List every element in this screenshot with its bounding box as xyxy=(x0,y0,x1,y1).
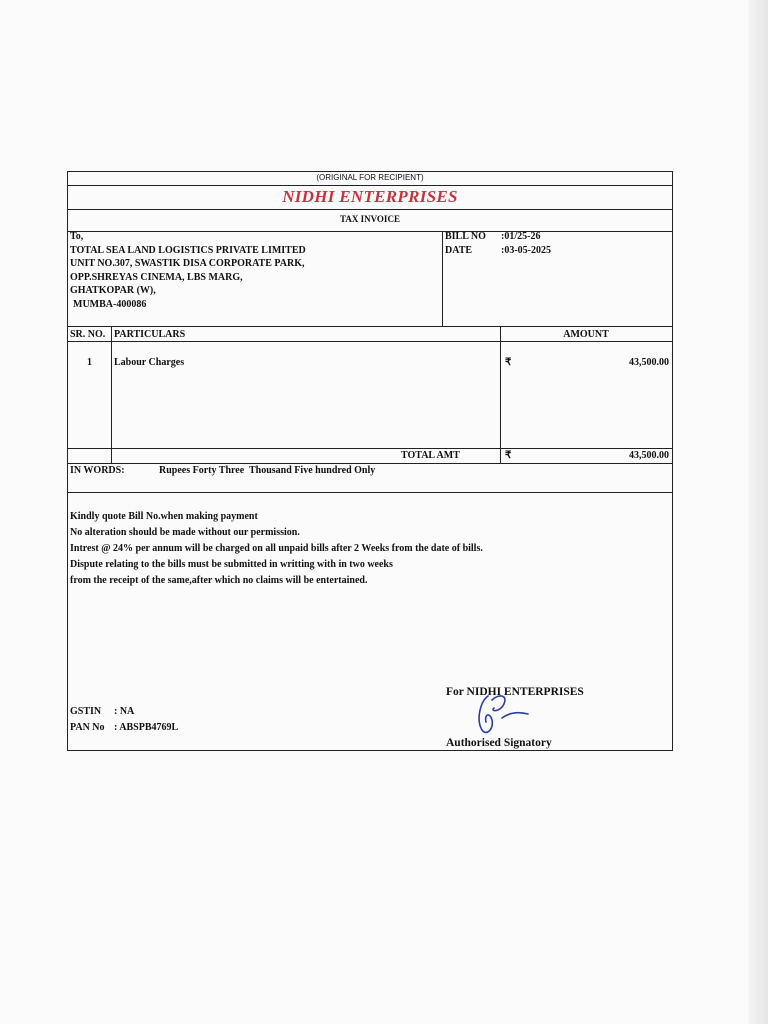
invoice-frame xyxy=(67,171,673,751)
term-line: Kindly quote Bill No.when making payment xyxy=(70,511,258,522)
recipient-line: OPP.SHREYAS CINEMA, LBS MARG, xyxy=(70,271,243,283)
divider xyxy=(68,492,672,493)
divider xyxy=(500,326,501,464)
term-line: No alteration should be made without our permission. xyxy=(70,527,300,538)
signature-icon xyxy=(468,690,538,740)
col-header-amount: AMOUNT xyxy=(563,329,609,340)
bill-no-value: :01/25-26 xyxy=(501,231,541,242)
divider xyxy=(68,341,672,342)
gstin-value: : NA xyxy=(114,706,135,717)
total-label: TOTAL AMT xyxy=(401,450,460,461)
total-amount: 43,500.00 xyxy=(629,450,669,461)
bill-no-label: BILL NO xyxy=(445,231,486,242)
copy-label-row xyxy=(68,172,672,186)
terms-block xyxy=(70,509,483,589)
pan-value: : ABSPB4769L xyxy=(114,722,179,733)
doc-type: TAX INVOICE xyxy=(340,214,400,224)
pan-label: PAN No xyxy=(70,722,105,733)
gstin-label: GSTIN xyxy=(70,706,102,717)
doc-type-row xyxy=(68,209,672,232)
in-words-label: IN WORDS: xyxy=(70,465,125,476)
divider xyxy=(68,448,672,449)
divider xyxy=(111,326,112,464)
page-edge xyxy=(748,0,768,1024)
col-header-srno: SR. NO. xyxy=(70,329,106,340)
col-header-particulars: PARTICULARS xyxy=(114,329,186,340)
bill-labels xyxy=(445,230,486,257)
copy-label: (ORIGINAL FOR RECIPIENT) xyxy=(316,173,424,182)
tax-ids xyxy=(70,704,178,736)
row-amount: 43,500.00 xyxy=(629,357,669,368)
to-label: To, xyxy=(70,231,84,242)
term-line: from the receipt of the same,after which no claims will be entertained. xyxy=(70,575,368,586)
recipient-line: MUMBA-400086 xyxy=(73,298,147,310)
for-company: For NIDHI ENTERPRISES xyxy=(446,686,584,698)
recipient-line: UNIT NO.307, SWASTIK DISA CORPORATE PARK, xyxy=(70,258,305,269)
row-particulars: Labour Charges xyxy=(114,357,185,368)
divider xyxy=(442,231,443,326)
company-row xyxy=(68,185,672,210)
total-currency: ₹ xyxy=(505,450,512,461)
in-words-text: Rupees Forty Three Thousand Five hundred Only xyxy=(159,465,376,476)
signatory-label: Authorised Signatory xyxy=(446,737,552,749)
company-name: NIDHI ENTERPRISES xyxy=(282,187,458,206)
row-currency: ₹ xyxy=(505,357,512,368)
bill-values xyxy=(501,230,551,257)
recipient-line: TOTAL SEA LAND LOGISTICS PRIVATE LIMITED xyxy=(70,244,306,256)
recipient-line: GHATKOPAR (W), xyxy=(70,285,156,296)
date-value: :03-05-2025 xyxy=(501,244,551,256)
term-line: Dispute relating to the bills must be submitted in writting with in two weeks xyxy=(70,559,393,570)
date-label: DATE xyxy=(445,244,473,256)
row-srno: 1 xyxy=(87,357,92,368)
recipient-block xyxy=(70,230,306,311)
term-line: Intrest @ 24% per annum will be charged on all unpaid bills after 2 Weeks from the date of bills. xyxy=(70,543,483,554)
